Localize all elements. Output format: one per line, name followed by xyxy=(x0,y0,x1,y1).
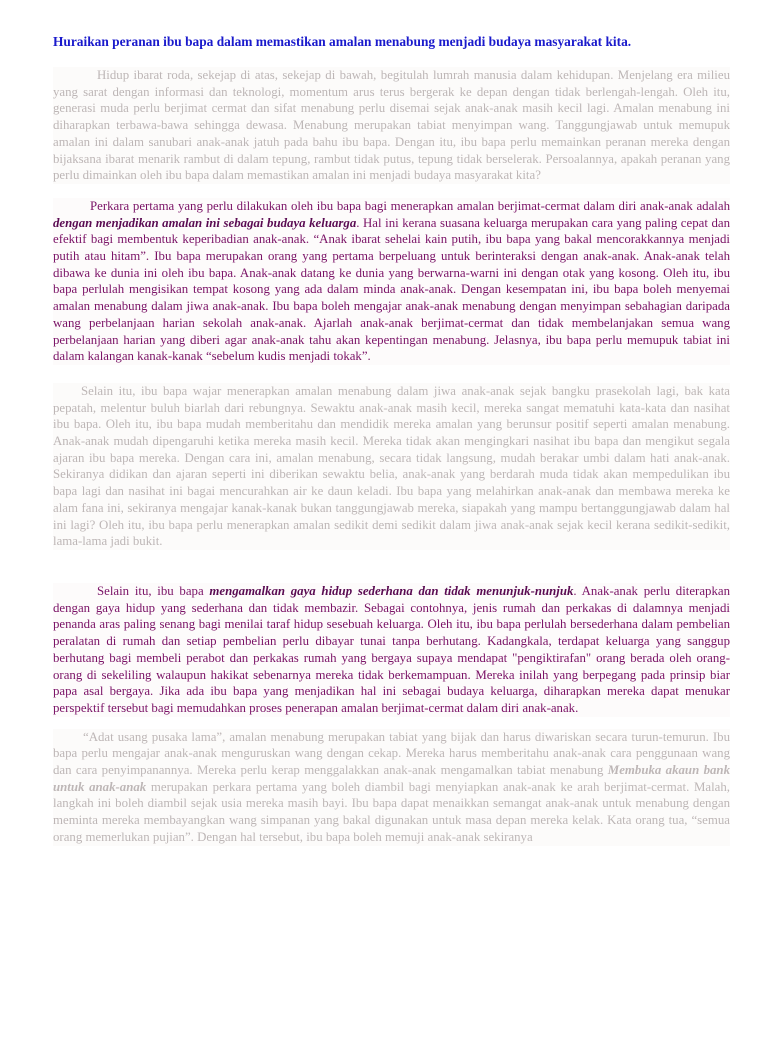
paragraph-point-four xyxy=(53,729,730,846)
essay-question-title: Huraikan peranan ibu bapa dalam memastikan amalan menabung menjadi budaya masyarakat kita. xyxy=(53,34,632,49)
document-page xyxy=(0,33,768,1057)
key-point-emphasis: Membuka akaun bank untuk anak-anak xyxy=(53,763,730,794)
paragraph-text: Selain itu, ibu bapa wajar menerapkan amalan menabung dalam jiwa anak-anak sejak bangku prasekolah lagi, bak kata pepatah, melentur buluh biarlah dari rebungnya. Sewaktu anak-anak masih kecil, mereka sangat mematuhi kata-kata dan nasihat ibu bapa. Oleh itu, ibu bapa mudah memberitahu dan mendidik mereka amalan yang berunsur positif seperti amalan menabung. Anak-anak mudah dipengaruhi ketika mereka masih kecil. Mereka tidak akan mengingkari nasihat ibu bapa dan mengikut segala ajaran ibu bapa mereka. Dengan cara ini, amalan menabung, secara tidak langsung, mudah berakar umbi dalam hati anak-anak. Sekiranya didikan dan ajaran seperti ini diberikan sewaktu belia, anak-anak yang berdarah muda tidak akan mempedulikan ibu bapa lagi dan nasihat ini bagai mencurahkan air ke daun keladi. Ibu bapa yang melahirkan anak-anak dan membawa mereka ke alam fana ini, sekiranya mengajar kanak-kanak bukan tanggungjawab mereka, siapakah yang mampu bertanggungjawab dalam hal ini lagi? Oleh itu, ibu bapa perlu menerapkan amalan sedikit demi sedikit dalam jiwa anak-anak sejak kecil kerana sedikit-sedikit, lama-lama jadi bukit. xyxy=(53,383,730,549)
paragraph-point-two xyxy=(53,383,730,550)
key-point-emphasis: dengan menjadikan amalan ini sebagai budaya keluarga xyxy=(53,215,357,230)
paragraph-introduction xyxy=(53,67,730,184)
paragraph-text-after: . Anak-anak perlu diterapkan dengan gaya hidup yang sederhana dan tidak membazir. Sebagai contohnya, jenis rumah dan perkakas di dalamnya menjadi penanda aras paling senang bagi menilai taraf hidup sesebuah keluarga. Oleh itu, ibu bapa perlulah bersederhana dalam pembelian peralatan di rumah dan setiap pembelian perlu dibayar tunai tanpa berhutang. Kadangkala, terdapat keluarga yang sanggup berhutang bagi membeli perabot dan perkakas rumah yang bergaya supaya mendapat "pengiktirafan" orang berada oleh orang-orang di sekeliling walaupun hakikat sebenarnya mereka tidak berkemampuan. Mereka inilah yang berpegang pada prinsip biar papa asal bergaya. Jika ada ibu bapa yang menjadikan hal ini sebagai budaya keluarga, diharapkan mereka dapat menukar perspektif tersebut bagi memudahkan proses penerapan amalan berjimat-cermat dalam diri anak-anak. xyxy=(53,583,730,715)
paragraph-text-before: “Adat usang pusaka lama”, amalan menabung merupakan tabiat yang bijak dan harus diwariskan secara turun-temurun. Ibu bapa perlu mengajar anak-anak menguruskan wang dengan cekap. Mereka harus memberitahu anak-anak cara penggunaan wang dan cara penyimpanannya. Mereka perlu kerap menggalakkan anak-anak mengamalkan tabiat menabung xyxy=(53,729,730,778)
paragraph-text-after: . Hal ini kerana suasana keluarga merupakan cara yang paling cepat dan efektif bagi membentuk keperibadian anak-anak. “Anak ibarat sehelai kain putih, ibu bapa yang bakal mencorakkannya menjadi putih atau hitam”. Ibu bapa merupakan orang yang pertama berpeluang untuk berinteraksi dengan anak-anak. Anak-anak telah dibawa ke dunia ini oleh ibu bapa. Anak-anak datang ke dunia yang berwarna-warni ini dengan otak yang kosong. Oleh itu, ibu bapa perlulah mengisikan tempat kosong yang ada dalam minda anak-anak. Dengan kesempatan ini, ibu bapa boleh menyemai amalan menabung dalam jiwa anak-anak. Ibu bapa boleh mengajar anak-anak menabung dengan menyimpan sebahagian daripada wang perbelanjaan harian sekolah anak-anak. Ajarlah anak-anak berjimat-cermat dan tidak membelanjakan semua wang perbelanjaan harian yang diberi agar anak-anak tahu akan kepentingan menabung. Jelasnya, ibu bapa perlu memupuk tabiat ini dalam kalangan kanak-kanak “sebelum kudis menjadi tokak”. xyxy=(53,215,730,364)
paragraph-text-before: Selain itu, ibu bapa xyxy=(97,583,210,598)
key-point-emphasis: mengamalkan gaya hidup sederhana dan tidak menunjuk-nunjuk xyxy=(209,583,574,598)
paragraph-text-after: merupakan perkara pertama yang boleh diambil bagi menyiapkan anak-anak ke arah berjimat-cermat. Malah, langkah ini boleh diambil sejak usia mereka masih bayi. Ibu bapa dapat menaikkan semangat anak-anak untuk menabung dengan meminta mereka membayangkan wang simpanan yang bakal digunakan untuk masa depan mereka kelak. Kata orang tua, “semua orang memerlukan pujian”. Dengan hal tersebut, ibu bapa boleh memuji anak-anak sekiranya xyxy=(53,779,730,844)
paragraph-text-before: Perkara pertama yang perlu dilakukan oleh ibu bapa bagi menerapkan amalan berjimat-cermat dalam diri anak-anak adalah xyxy=(90,198,730,213)
paragraph-point-three xyxy=(53,583,730,717)
paragraph-text: Hidup ibarat roda, sekejap di atas, sekejap di bawah, begitulah lumrah manusia dalam kehidupan. Menjelang era milieu yang sarat dengan informasi dan teknologi, momentum arus terus bergerak ke depan dengan tidak berlengah-lengah. Oleh itu, generasi muda perlu berjimat cermat dan sifat menabung perlu disemai sejak anak-anak masih kecil lagi. Amalan menabung ini diharapkan terbawa-bawa sehingga dewasa. Menabung merupakan tabiat menyimpan wang. Tanggungjawab untuk memupuk amalan ini dalam sanubari anak-anak jatuh pada bahu ibu bapa. Dengan itu, ibu bapa perlu memainkan peranan mereka dengan bijaksana ibarat menarik rambut di dalam tepung, rambut tidak putus, tepung tidak berselerak. Persoalannya, apakah peranan yang perlu dimainkan oleh ibu bapa dalam memastikan amalan ini menjadi budaya masyarakat kita? xyxy=(53,68,730,183)
paragraph-point-one xyxy=(53,198,730,365)
